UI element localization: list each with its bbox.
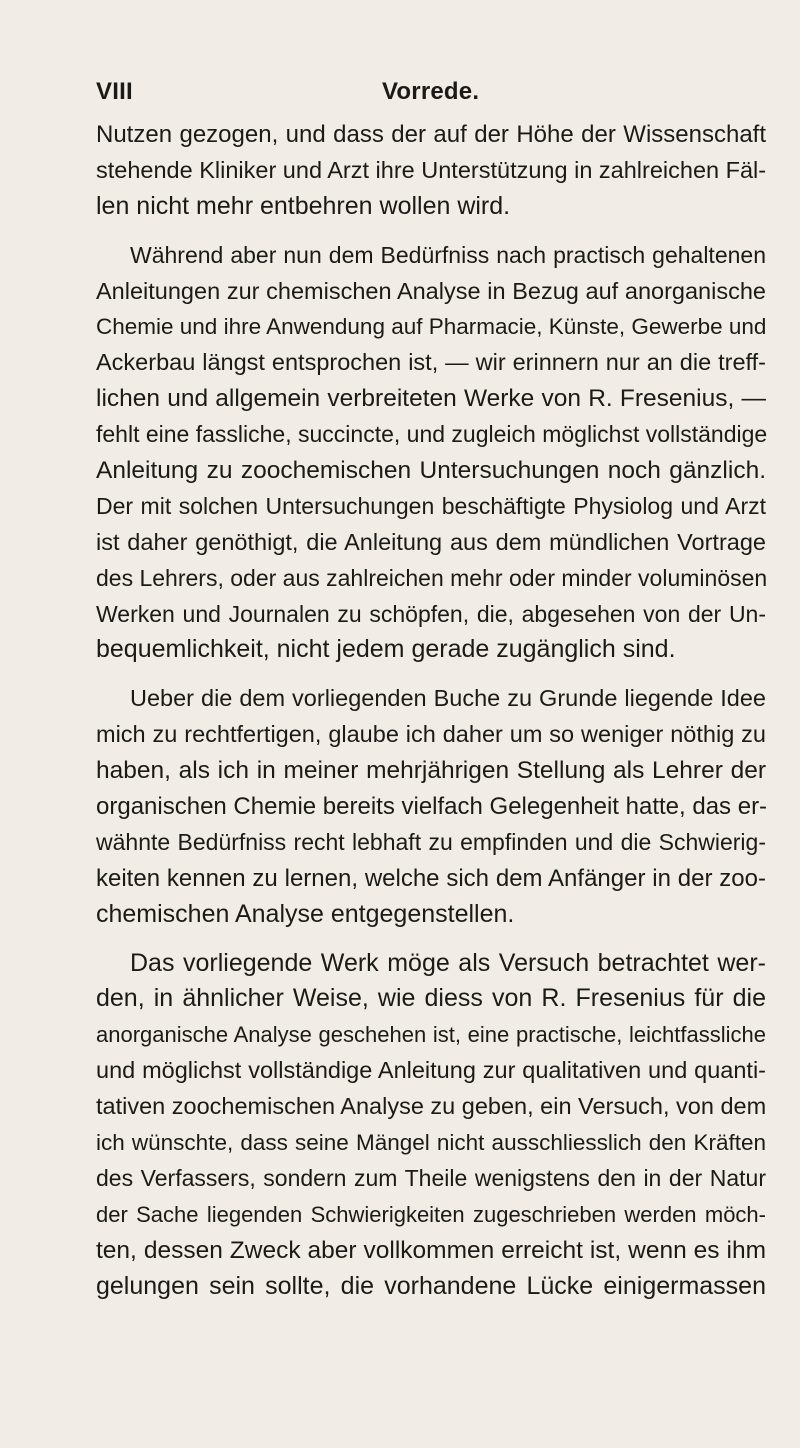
- text-line: Nutzen gezogen, und dass der auf der Höhe der Wissenschaft: [96, 121, 766, 148]
- text-line: ich wünschte, dass seine Mängel nicht ausschliesslich den Kräften: [96, 1130, 766, 1156]
- text-line: Der mit solchen Untersuchungen beschäftigte Physiolog und Arzt: [96, 492, 766, 519]
- text-line: und möglichst vollständige Anleitung zur qualitativen und quanti-: [96, 1057, 766, 1084]
- paragraph-2: [96, 238, 766, 669]
- paragraph-1: [96, 117, 766, 225]
- text-line: Während aber nun dem Bedürfniss nach practisch gehaltenen: [130, 241, 766, 268]
- text-line: wähnte Bedürfniss recht lebhaft zu empfinden und die Schwierig-: [96, 828, 766, 855]
- text-line: Chemie und ihre Anwendung auf Pharmacie, Künste, Gewerbe und: [96, 314, 767, 340]
- text-line: des Verfassers, sondern zum Theile wenigstens den in der Natur: [96, 1164, 766, 1191]
- text-line: mich zu rechtfertigen, glaube ich daher um so weniger nöthig zu: [96, 721, 766, 748]
- text-line: keiten kennen zu lernen, welche sich dem Anfänger in der zoo-: [96, 864, 766, 892]
- running-title: Vorrede.: [382, 78, 480, 105]
- text-line: Anleitungen zur chemischen Analyse in Bezug auf anorganische: [96, 277, 766, 304]
- text-line: bequemlichkeit, nicht jedem gerade zugänglich sind.: [96, 635, 676, 664]
- text-line: Ackerbau längst entsprochen ist, — wir erinnern nur an die treff-: [96, 349, 766, 376]
- text-line: tativen zoochemischen Analyse zu geben, ein Versuch, von dem: [96, 1093, 767, 1120]
- paragraph-4: [96, 946, 766, 1305]
- text-line: des Lehrers, oder aus zahlreichen mehr oder minder voluminösen: [96, 564, 768, 591]
- page-number: VIII: [96, 78, 133, 105]
- text-line: ist daher genöthigt, die Anleitung aus dem mündlichen Vortrage: [96, 528, 766, 555]
- text-line: Anleitung zu zoochemischen Untersuchungen noch gänzlich.: [96, 457, 766, 485]
- text-line: Werken und Journalen zu schöpfen, die, abgesehen von der Un-: [96, 600, 766, 627]
- body-text: [96, 117, 766, 1305]
- text-line: haben, als ich in meiner mehrjährigen Stellung als Lehrer der: [96, 757, 766, 785]
- text-line: den, in ähnlicher Weise, wie diess von R. Fresenius für die: [96, 984, 766, 1013]
- text-line: anorganische Analyse geschehen ist, eine practische, leichtfassliche: [96, 1022, 766, 1048]
- text-line: chemischen Analyse entgegenstellen.: [96, 899, 515, 928]
- text-line: Ueber die dem vorliegenden Buche zu Grunde liegende Idee: [130, 685, 766, 712]
- text-line: stehende Kliniker und Arzt ihre Unterstützung in zahlreichen Fäl-: [96, 156, 767, 183]
- text-line: ten, dessen Zweck aber vollkommen erreicht ist, wenn es ihm: [96, 1236, 766, 1264]
- text-line: Das vorliegende Werk möge als Versuch betrachtet wer-: [130, 948, 766, 977]
- page-header: [96, 78, 701, 108]
- text-line: organischen Chemie bereits vielfach Gelegenheit hatte, das er-: [96, 793, 768, 821]
- text-line: fehlt eine fassliche, succincte, und zugleich möglichst vollständige: [96, 421, 768, 448]
- paragraph-3: [96, 681, 766, 932]
- text-line: gelungen sein sollte, die vorhandene Lücke einigermassen: [96, 1271, 766, 1300]
- text-line: der Sache liegenden Schwierigkeiten zugeschrieben werden möch-: [96, 1201, 766, 1227]
- text-line: len nicht mehr entbehren wollen wird.: [96, 191, 511, 220]
- text-line: lichen und allgemein verbreiteten Werke von R. Fresenius, —: [96, 385, 766, 413]
